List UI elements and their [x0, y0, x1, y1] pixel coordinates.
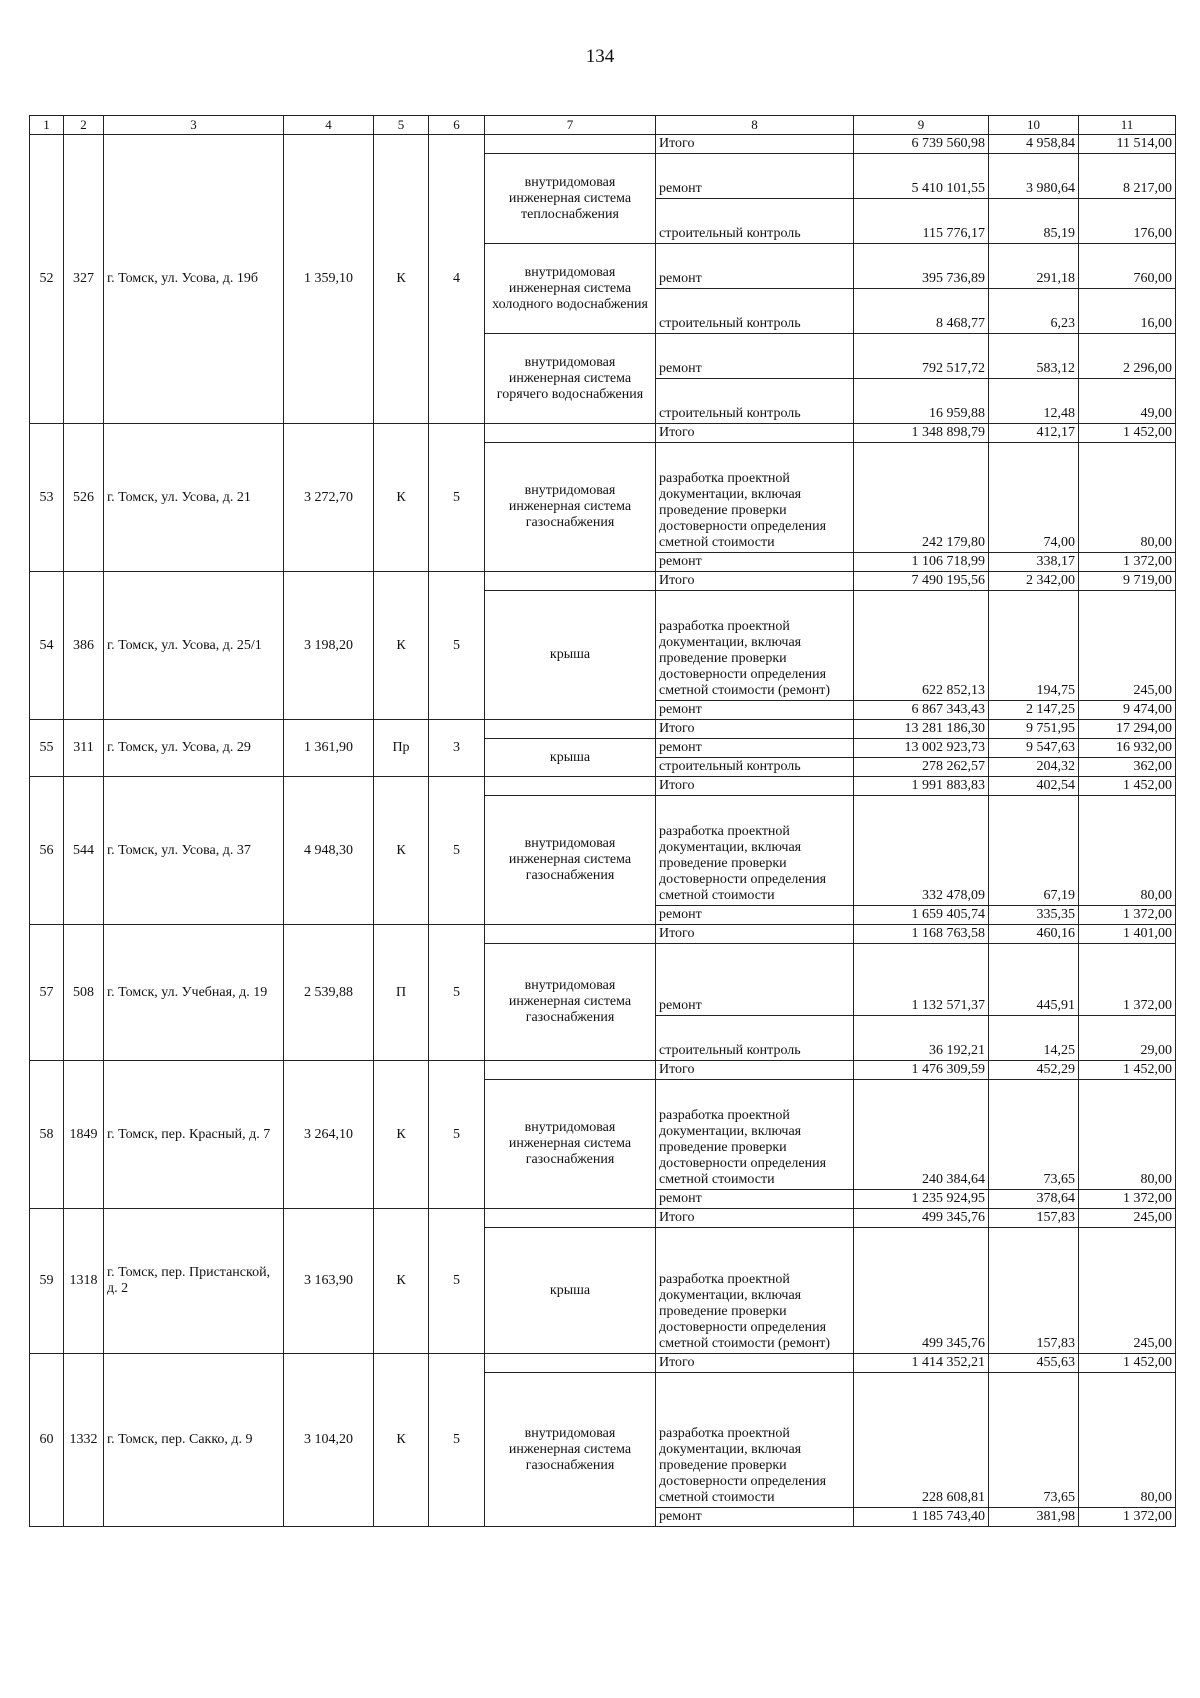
cost-limit: 1 372,00 [1079, 1508, 1176, 1527]
system-cell-empty [485, 424, 656, 443]
area: 3 104,20 [284, 1354, 374, 1527]
row-number: 60 [30, 1354, 64, 1527]
table-row-total [30, 1209, 1176, 1228]
system-name: крыша [485, 739, 656, 777]
system-cell-empty [485, 1354, 656, 1373]
table-row-total [30, 572, 1176, 591]
floors: 5 [429, 1354, 485, 1527]
wall-type: К [374, 1061, 429, 1209]
system-cell-empty [485, 777, 656, 796]
work-label: Итого [656, 720, 854, 739]
wall-type: К [374, 1209, 429, 1354]
cost-total: 36 192,21 [854, 1016, 989, 1061]
work-label: разработка проектной документации, включая проведение проверки достоверности определения сметной стоимости (ремонт) [656, 591, 854, 701]
cost-total: 395 736,89 [854, 244, 989, 289]
cost-total: 8 468,77 [854, 289, 989, 334]
row-number: 52 [30, 135, 64, 424]
address: г. Томск, ул. Учебная, д. 19 [104, 925, 284, 1061]
cost-per-sqm: 157,83 [989, 1209, 1079, 1228]
floors: 5 [429, 424, 485, 572]
cost-limit: 245,00 [1079, 591, 1176, 701]
cost-limit: 16,00 [1079, 289, 1176, 334]
cost-total: 1 348 898,79 [854, 424, 989, 443]
house-id: 508 [64, 925, 104, 1061]
cost-limit: 760,00 [1079, 244, 1176, 289]
house-id: 311 [64, 720, 104, 777]
system-name: внутридомовая инженерная система холодного водоснабжения [485, 244, 656, 334]
house-id: 327 [64, 135, 104, 424]
work-label: Итого [656, 572, 854, 591]
address: г. Томск, ул. Усова, д. 29 [104, 720, 284, 777]
table-row-total [30, 925, 1176, 944]
cost-limit: 1 401,00 [1079, 925, 1176, 944]
cost-limit: 1 452,00 [1079, 1354, 1176, 1373]
system-name: внутридомовая инженерная система теплоснабжения [485, 154, 656, 244]
floors: 5 [429, 925, 485, 1061]
cost-total: 1 106 718,99 [854, 553, 989, 572]
address: г. Томск, ул. Усова, д. 25/1 [104, 572, 284, 720]
cost-limit: 9 719,00 [1079, 572, 1176, 591]
cost-total: 1 235 924,95 [854, 1190, 989, 1209]
cost-per-sqm: 9 547,63 [989, 739, 1079, 758]
cost-limit: 176,00 [1079, 199, 1176, 244]
cost-per-sqm: 335,35 [989, 906, 1079, 925]
column-header: 1 [30, 116, 64, 135]
cost-total: 1 185 743,40 [854, 1508, 989, 1527]
cost-limit: 1 372,00 [1079, 944, 1176, 1016]
system-cell-empty [485, 1209, 656, 1228]
cost-per-sqm: 3 980,64 [989, 154, 1079, 199]
row-number: 58 [30, 1061, 64, 1209]
cost-limit: 16 932,00 [1079, 739, 1176, 758]
cost-total: 622 852,13 [854, 591, 989, 701]
work-label: строительный контроль [656, 289, 854, 334]
cost-limit: 245,00 [1079, 1228, 1176, 1354]
wall-type: К [374, 424, 429, 572]
work-label: ремонт [656, 334, 854, 379]
table-row-total [30, 777, 1176, 796]
row-number: 57 [30, 925, 64, 1061]
column-header: 3 [104, 116, 284, 135]
area: 3 264,10 [284, 1061, 374, 1209]
cost-total: 1 476 309,59 [854, 1061, 989, 1080]
cost-total: 16 959,88 [854, 379, 989, 424]
cost-total: 499 345,76 [854, 1209, 989, 1228]
system-name: внутридомовая инженерная система горячего водоснабжения [485, 334, 656, 424]
system-cell-empty [485, 135, 656, 154]
table-row-total [30, 1061, 1176, 1080]
cost-total: 1 659 405,74 [854, 906, 989, 925]
cost-limit: 8 217,00 [1079, 154, 1176, 199]
work-label: разработка проектной документации, включая проведение проверки достоверности определения сметной стоимости [656, 443, 854, 553]
house-id: 1332 [64, 1354, 104, 1527]
wall-type: П [374, 925, 429, 1061]
cost-per-sqm: 67,19 [989, 796, 1079, 906]
work-label: Итого [656, 1354, 854, 1373]
row-number: 53 [30, 424, 64, 572]
area: 3 272,70 [284, 424, 374, 572]
work-label: ремонт [656, 906, 854, 925]
cost-per-sqm: 6,23 [989, 289, 1079, 334]
cost-per-sqm: 2 342,00 [989, 572, 1079, 591]
cost-per-sqm: 412,17 [989, 424, 1079, 443]
cost-total: 792 517,72 [854, 334, 989, 379]
cost-per-sqm: 452,29 [989, 1061, 1079, 1080]
work-label: строительный контроль [656, 199, 854, 244]
cost-limit: 80,00 [1079, 1080, 1176, 1190]
work-label: Итого [656, 925, 854, 944]
address: г. Томск, пер. Сакко, д. 9 [104, 1354, 284, 1527]
system-cell-empty [485, 572, 656, 591]
cost-per-sqm: 381,98 [989, 1508, 1079, 1527]
cost-per-sqm: 4 958,84 [989, 135, 1079, 154]
work-label: Итого [656, 135, 854, 154]
table-row-total [30, 1354, 1176, 1373]
cost-total: 1 414 352,21 [854, 1354, 989, 1373]
system-name: внутридомовая инженерная система газоснабжения [485, 1373, 656, 1527]
cost-total: 499 345,76 [854, 1228, 989, 1354]
wall-type: К [374, 1354, 429, 1527]
cost-limit: 80,00 [1079, 796, 1176, 906]
cost-per-sqm: 157,83 [989, 1228, 1079, 1354]
cost-total: 278 262,57 [854, 758, 989, 777]
table-row-total [30, 424, 1176, 443]
cost-per-sqm: 402,54 [989, 777, 1079, 796]
wall-type: К [374, 777, 429, 925]
cost-per-sqm: 338,17 [989, 553, 1079, 572]
cost-total: 228 608,81 [854, 1373, 989, 1508]
system-cell-empty [485, 1061, 656, 1080]
work-label: Итого [656, 424, 854, 443]
cost-total: 6 739 560,98 [854, 135, 989, 154]
cost-total: 1 168 763,58 [854, 925, 989, 944]
work-label: разработка проектной документации, включая проведение проверки достоверности определения сметной стоимости [656, 1373, 854, 1508]
work-label: ремонт [656, 553, 854, 572]
cost-per-sqm: 445,91 [989, 944, 1079, 1016]
cost-total: 7 490 195,56 [854, 572, 989, 591]
cost-limit: 80,00 [1079, 1373, 1176, 1508]
wall-type: К [374, 135, 429, 424]
cost-total: 1 132 571,37 [854, 944, 989, 1016]
column-header: 9 [854, 116, 989, 135]
area: 1 361,90 [284, 720, 374, 777]
cost-per-sqm: 73,65 [989, 1080, 1079, 1190]
system-name: внутридомовая инженерная система газоснабжения [485, 796, 656, 925]
cost-limit: 17 294,00 [1079, 720, 1176, 739]
cost-total: 13 281 186,30 [854, 720, 989, 739]
cost-per-sqm: 12,48 [989, 379, 1079, 424]
system-name: крыша [485, 1228, 656, 1354]
area: 2 539,88 [284, 925, 374, 1061]
cost-per-sqm: 291,18 [989, 244, 1079, 289]
cost-per-sqm: 583,12 [989, 334, 1079, 379]
cost-limit: 2 296,00 [1079, 334, 1176, 379]
address: г. Томск, пер. Пристанской, д. 2 [104, 1209, 284, 1354]
system-cell-empty [485, 720, 656, 739]
column-header: 10 [989, 116, 1079, 135]
house-id: 544 [64, 777, 104, 925]
cost-per-sqm: 9 751,95 [989, 720, 1079, 739]
floors: 5 [429, 572, 485, 720]
cost-per-sqm: 14,25 [989, 1016, 1079, 1061]
work-label: строительный контроль [656, 758, 854, 777]
area: 1 359,10 [284, 135, 374, 424]
house-id: 1318 [64, 1209, 104, 1354]
column-header: 6 [429, 116, 485, 135]
cost-per-sqm: 73,65 [989, 1373, 1079, 1508]
column-header: 4 [284, 116, 374, 135]
cost-limit: 1 372,00 [1079, 553, 1176, 572]
cost-total: 1 991 883,83 [854, 777, 989, 796]
column-header: 7 [485, 116, 656, 135]
cost-limit: 1 452,00 [1079, 424, 1176, 443]
work-label: ремонт [656, 739, 854, 758]
area: 3 163,90 [284, 1209, 374, 1354]
cost-per-sqm: 204,32 [989, 758, 1079, 777]
table-row-total [30, 720, 1176, 739]
work-label: Итого [656, 777, 854, 796]
floors: 4 [429, 135, 485, 424]
cost-total: 332 478,09 [854, 796, 989, 906]
column-header: 2 [64, 116, 104, 135]
address: г. Томск, ул. Усова, д. 19б [104, 135, 284, 424]
cost-limit: 1 372,00 [1079, 1190, 1176, 1209]
cost-total: 115 776,17 [854, 199, 989, 244]
wall-type: Пр [374, 720, 429, 777]
work-label: разработка проектной документации, включая проведение проверки достоверности определения сметной стоимости (ремонт) [656, 1228, 854, 1354]
work-label: разработка проектной документации, включая проведение проверки достоверности определения сметной стоимости [656, 1080, 854, 1190]
floors: 5 [429, 777, 485, 925]
system-cell-empty [485, 925, 656, 944]
cost-per-sqm: 378,64 [989, 1190, 1079, 1209]
work-label: ремонт [656, 1190, 854, 1209]
cost-limit: 245,00 [1079, 1209, 1176, 1228]
column-header-row [30, 116, 1176, 135]
cost-per-sqm: 74,00 [989, 443, 1079, 553]
work-label: разработка проектной документации, включая проведение проверки достоверности определения сметной стоимости [656, 796, 854, 906]
cost-total: 6 867 343,43 [854, 701, 989, 720]
column-header: 8 [656, 116, 854, 135]
work-label: ремонт [656, 944, 854, 1016]
cost-limit: 1 452,00 [1079, 1061, 1176, 1080]
house-id: 526 [64, 424, 104, 572]
work-label: ремонт [656, 701, 854, 720]
floors: 3 [429, 720, 485, 777]
area: 3 198,20 [284, 572, 374, 720]
wall-type: К [374, 572, 429, 720]
row-number: 59 [30, 1209, 64, 1354]
work-label: Итого [656, 1209, 854, 1228]
cost-limit: 9 474,00 [1079, 701, 1176, 720]
cost-per-sqm: 85,19 [989, 199, 1079, 244]
table-row-total [30, 135, 1176, 154]
cost-limit: 11 514,00 [1079, 135, 1176, 154]
cost-limit: 1 452,00 [1079, 777, 1176, 796]
system-name: крыша [485, 591, 656, 720]
cost-per-sqm: 455,63 [989, 1354, 1079, 1373]
cost-total: 242 179,80 [854, 443, 989, 553]
row-number: 56 [30, 777, 64, 925]
work-label: ремонт [656, 1508, 854, 1527]
house-id: 1849 [64, 1061, 104, 1209]
cost-per-sqm: 194,75 [989, 591, 1079, 701]
cost-per-sqm: 2 147,25 [989, 701, 1079, 720]
address: г. Томск, ул. Усова, д. 37 [104, 777, 284, 925]
cost-limit: 1 372,00 [1079, 906, 1176, 925]
area: 4 948,30 [284, 777, 374, 925]
cost-limit: 362,00 [1079, 758, 1176, 777]
floors: 5 [429, 1209, 485, 1354]
system-name: внутридомовая инженерная система газоснабжения [485, 944, 656, 1061]
column-header: 5 [374, 116, 429, 135]
cost-limit: 49,00 [1079, 379, 1176, 424]
work-label: строительный контроль [656, 1016, 854, 1061]
works-table [29, 115, 1176, 1527]
system-name: внутридомовая инженерная система газоснабжения [485, 1080, 656, 1209]
cost-per-sqm: 460,16 [989, 925, 1079, 944]
cost-total: 5 410 101,55 [854, 154, 989, 199]
address: г. Томск, ул. Усова, д. 21 [104, 424, 284, 572]
floors: 5 [429, 1061, 485, 1209]
work-label: ремонт [656, 244, 854, 289]
house-id: 386 [64, 572, 104, 720]
row-number: 55 [30, 720, 64, 777]
work-label: Итого [656, 1061, 854, 1080]
work-label: ремонт [656, 154, 854, 199]
cost-total: 13 002 923,73 [854, 739, 989, 758]
work-label: строительный контроль [656, 379, 854, 424]
cost-total: 240 384,64 [854, 1080, 989, 1190]
row-number: 54 [30, 572, 64, 720]
column-header: 11 [1079, 116, 1176, 135]
address: г. Томск, пер. Красный, д. 7 [104, 1061, 284, 1209]
system-name: внутридомовая инженерная система газоснабжения [485, 443, 656, 572]
page-number: 134 [585, 46, 615, 67]
cost-limit: 80,00 [1079, 443, 1176, 553]
cost-limit: 29,00 [1079, 1016, 1176, 1061]
